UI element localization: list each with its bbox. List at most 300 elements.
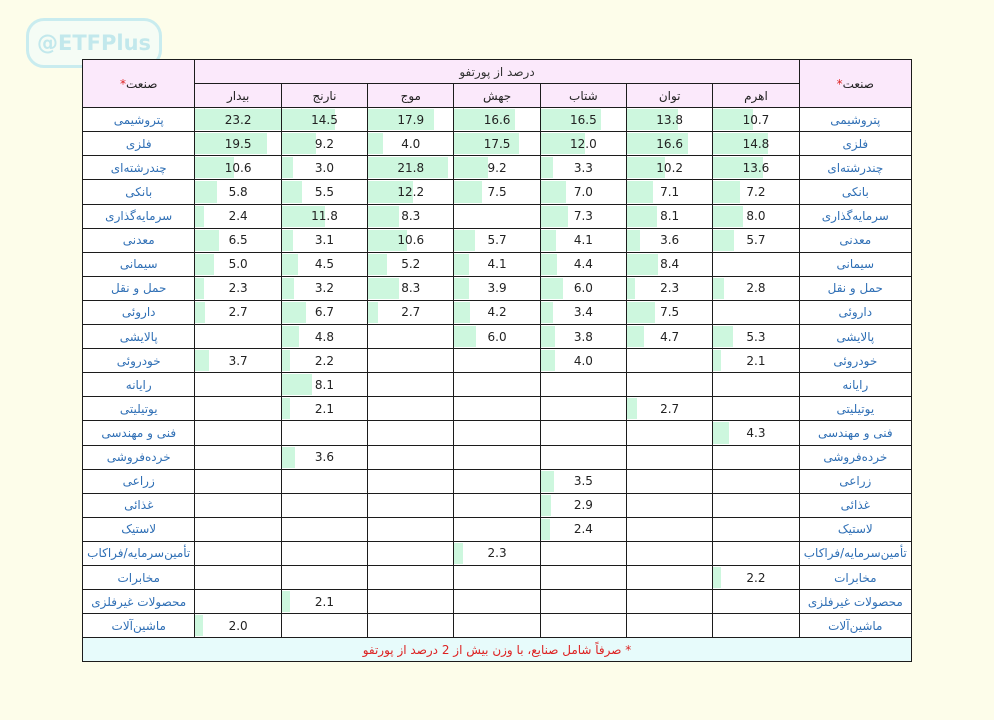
value-cell — [540, 421, 626, 445]
value-cell — [281, 228, 367, 252]
value-bar — [713, 206, 742, 227]
value-text: 4.5 — [314, 257, 335, 272]
value-text: 2.0 — [228, 618, 248, 633]
value-cell — [713, 565, 799, 589]
value-bar — [368, 302, 378, 323]
value-cell — [368, 252, 454, 276]
fund-header: نارنج — [281, 84, 367, 108]
header-row-top — [83, 60, 912, 84]
industry-name-left: مخابرات — [83, 565, 195, 589]
value-cell — [195, 517, 281, 541]
value-text: 5.5 — [314, 185, 335, 200]
value-cell — [281, 349, 367, 373]
value-bar — [195, 181, 216, 202]
value-text: 10.2 — [656, 160, 684, 175]
value-text: 19.5 — [224, 136, 252, 151]
value-text: 2.4 — [228, 209, 248, 224]
value-text: 12.0 — [570, 136, 597, 151]
value-text: 9.2 — [314, 136, 335, 151]
portfolio-industry-table — [82, 59, 912, 662]
industry-name-right: غذائی — [799, 493, 911, 517]
value-text: 3.2 — [314, 281, 335, 296]
value-cell — [713, 108, 799, 132]
value-text: 7.5 — [487, 185, 507, 200]
value-text: 6.0 — [573, 281, 593, 296]
value-bar — [627, 206, 657, 227]
value-text: 2.1 — [746, 353, 766, 368]
value-cell — [540, 469, 626, 493]
industry-header-left: صنعت* — [83, 60, 195, 108]
value-text: 3.5 — [573, 474, 593, 489]
footnote-row — [83, 638, 912, 662]
industry-name-left: معدنی — [83, 228, 195, 252]
value-cell — [368, 180, 454, 204]
value-cell — [281, 541, 367, 565]
value-bar — [541, 495, 552, 516]
value-cell — [281, 156, 367, 180]
value-text: 5.3 — [746, 329, 766, 344]
table-row — [83, 541, 912, 565]
industry-name-left: رایانه — [83, 373, 195, 397]
fund-header: شتاب — [540, 84, 626, 108]
value-cell — [627, 228, 713, 252]
value-bar — [368, 206, 399, 227]
value-cell — [713, 469, 799, 493]
industry-name-right: پالایشی — [799, 325, 911, 349]
industry-name-left: فلزی — [83, 132, 195, 156]
value-cell — [627, 469, 713, 493]
value-cell — [454, 252, 540, 276]
value-bar — [195, 254, 213, 275]
value-cell — [540, 590, 626, 614]
value-cell — [195, 614, 281, 638]
table-row — [83, 565, 912, 589]
value-bar — [282, 591, 290, 612]
value-cell — [368, 565, 454, 589]
industry-name-right: لاستیک — [799, 517, 911, 541]
value-cell — [281, 204, 367, 228]
value-cell — [195, 252, 281, 276]
watermark-logo: @ETFPlus — [26, 18, 162, 68]
industry-name-right: سیمانی — [799, 252, 911, 276]
value-cell — [195, 541, 281, 565]
value-cell — [454, 493, 540, 517]
table-row — [83, 228, 912, 252]
value-text: 4.0 — [401, 136, 421, 151]
value-bar — [627, 278, 635, 299]
table-row — [83, 614, 912, 638]
value-text: 4.1 — [573, 233, 593, 248]
value-cell — [195, 156, 281, 180]
value-text: 10.6 — [397, 233, 425, 248]
industry-name-right: یوتیلیتی — [799, 397, 911, 421]
value-bar — [541, 350, 556, 371]
industry-name-left: بانکی — [83, 180, 195, 204]
industry-name-left: داروئی — [83, 300, 195, 324]
value-cell — [627, 373, 713, 397]
value-cell — [454, 397, 540, 421]
value-bar — [454, 326, 476, 347]
value-cell — [454, 469, 540, 493]
value-bar — [541, 326, 555, 347]
value-cell — [281, 373, 367, 397]
value-bar — [627, 302, 655, 323]
value-cell — [454, 276, 540, 300]
value-cell — [627, 421, 713, 445]
value-cell — [540, 493, 626, 517]
value-text: 2.7 — [228, 305, 248, 320]
value-text: 9.2 — [487, 160, 507, 175]
value-cell — [281, 469, 367, 493]
value-text: 3.7 — [228, 353, 248, 368]
value-text: 3.4 — [573, 305, 593, 320]
value-cell — [627, 276, 713, 300]
value-bar — [541, 519, 550, 540]
value-cell — [281, 590, 367, 614]
value-bar — [454, 181, 482, 202]
value-cell — [713, 349, 799, 373]
value-bar — [282, 278, 294, 299]
value-cell — [454, 445, 540, 469]
value-bar — [627, 230, 640, 251]
value-cell — [627, 108, 713, 132]
value-cell — [713, 541, 799, 565]
value-cell — [281, 132, 367, 156]
value-text: 5.7 — [746, 233, 766, 248]
table-row — [83, 204, 912, 228]
value-bar — [627, 398, 637, 419]
value-text: 4.0 — [573, 353, 593, 368]
value-text: 3.6 — [314, 450, 335, 465]
value-cell — [195, 276, 281, 300]
value-bar — [713, 567, 721, 588]
value-cell — [713, 614, 799, 638]
value-cell — [368, 590, 454, 614]
value-cell — [368, 156, 454, 180]
industry-name-right: ماشین‌آلات — [799, 614, 911, 638]
value-text: 7.5 — [660, 305, 680, 320]
table-row — [83, 325, 912, 349]
industry-name-left: خودروئی — [83, 349, 195, 373]
value-cell — [713, 445, 799, 469]
value-text: 5.0 — [228, 257, 248, 272]
value-cell — [713, 156, 799, 180]
value-bar — [282, 447, 295, 468]
value-text: 8.3 — [401, 281, 421, 296]
value-text: 5.8 — [228, 185, 248, 200]
value-text: 5.7 — [487, 233, 507, 248]
industry-name-right: چندرشته‌ای — [799, 156, 911, 180]
value-cell — [281, 325, 367, 349]
value-cell — [368, 204, 454, 228]
value-cell — [713, 180, 799, 204]
value-cell — [281, 276, 367, 300]
value-text: 3.0 — [314, 160, 335, 175]
value-text: 4.4 — [573, 257, 593, 272]
industry-name-left: حمل و نقل — [83, 276, 195, 300]
value-cell — [454, 517, 540, 541]
value-bar — [541, 471, 554, 492]
value-cell — [195, 469, 281, 493]
table-row — [83, 108, 912, 132]
value-cell — [713, 300, 799, 324]
value-cell — [627, 349, 713, 373]
industry-name-right: حمل و نقل — [799, 276, 911, 300]
value-text: 2.3 — [487, 546, 507, 561]
value-cell — [368, 397, 454, 421]
value-cell — [713, 204, 799, 228]
value-bar — [454, 230, 475, 251]
value-cell — [454, 228, 540, 252]
industry-name-right: مخابرات — [799, 565, 911, 589]
value-cell — [627, 300, 713, 324]
industry-name-left: فنی و مهندسی — [83, 421, 195, 445]
value-cell — [713, 228, 799, 252]
value-text: 16.6 — [656, 136, 684, 151]
value-cell — [281, 108, 367, 132]
value-bar — [713, 422, 729, 443]
value-text: 14.5 — [311, 112, 338, 127]
value-text: 7.2 — [746, 185, 766, 200]
footnote: * صرفاً شامل صنایع، با وزن بیش از 2 درصد از پورتفو — [83, 638, 912, 662]
value-text: 8.1 — [314, 377, 335, 392]
table-row — [83, 469, 912, 493]
fund-header: اهرم — [713, 84, 799, 108]
value-cell — [540, 204, 626, 228]
value-cell — [195, 132, 281, 156]
value-cell — [540, 300, 626, 324]
value-cell — [540, 349, 626, 373]
table-row — [83, 373, 912, 397]
value-text: 7.0 — [573, 185, 593, 200]
value-cell — [713, 397, 799, 421]
industry-name-right: فلزی — [799, 132, 911, 156]
industry-name-left: زراعی — [83, 469, 195, 493]
industry-name-left: پالایشی — [83, 325, 195, 349]
industry-name-left: خرده‌فروشی — [83, 445, 195, 469]
value-cell — [368, 276, 454, 300]
value-text: 10.7 — [742, 112, 770, 127]
table-row — [83, 132, 912, 156]
value-cell — [540, 614, 626, 638]
value-cell — [454, 300, 540, 324]
value-bar — [627, 181, 653, 202]
table-row — [83, 421, 912, 445]
value-cell — [454, 541, 540, 565]
table-row — [83, 156, 912, 180]
industry-name-left: یوتیلیتی — [83, 397, 195, 421]
value-bar — [454, 543, 462, 564]
value-cell — [195, 108, 281, 132]
value-bar — [713, 350, 721, 371]
value-cell — [540, 517, 626, 541]
value-cell — [627, 156, 713, 180]
value-bar — [541, 157, 553, 178]
value-cell — [627, 445, 713, 469]
industry-name-right: معدنی — [799, 228, 911, 252]
value-text: 4.1 — [487, 257, 507, 272]
value-cell — [540, 373, 626, 397]
value-cell — [713, 517, 799, 541]
value-cell — [281, 517, 367, 541]
table-row — [83, 445, 912, 469]
value-text: 6.0 — [487, 329, 507, 344]
value-cell — [454, 156, 540, 180]
table-row — [83, 493, 912, 517]
value-cell — [454, 590, 540, 614]
value-bar — [541, 181, 567, 202]
value-cell — [195, 565, 281, 589]
value-text: 2.8 — [746, 281, 766, 296]
fund-header: توان — [627, 84, 713, 108]
value-cell — [713, 132, 799, 156]
value-cell — [627, 252, 713, 276]
value-cell — [713, 421, 799, 445]
value-cell — [540, 228, 626, 252]
value-cell — [281, 445, 367, 469]
value-bar — [282, 326, 300, 347]
industry-name-left: غذائی — [83, 493, 195, 517]
table-row — [83, 180, 912, 204]
value-text: 4.7 — [660, 329, 680, 344]
value-text: 3.8 — [573, 329, 593, 344]
value-text: 12.2 — [397, 185, 425, 200]
value-cell — [368, 325, 454, 349]
value-cell — [195, 180, 281, 204]
value-cell — [454, 132, 540, 156]
value-cell — [195, 493, 281, 517]
value-text: 8.4 — [660, 257, 680, 272]
industry-name-right: خرده‌فروشی — [799, 445, 911, 469]
value-text: 7.3 — [573, 209, 593, 224]
value-text: 4.2 — [487, 305, 507, 320]
value-text: 2.2 — [314, 353, 335, 368]
value-cell — [540, 565, 626, 589]
industry-name-right: داروئی — [799, 300, 911, 324]
industry-name-left: ماشین‌آلات — [83, 614, 195, 638]
value-bar — [454, 302, 469, 323]
value-text: 10.6 — [224, 160, 252, 175]
value-cell — [627, 517, 713, 541]
value-text: 4.3 — [746, 425, 766, 440]
value-bar — [282, 157, 293, 178]
value-cell — [540, 541, 626, 565]
value-bar — [368, 133, 383, 154]
value-cell — [713, 493, 799, 517]
value-cell — [195, 204, 281, 228]
value-cell — [368, 421, 454, 445]
value-cell — [454, 614, 540, 638]
value-bar — [195, 206, 204, 227]
value-text: 6.5 — [228, 233, 248, 248]
value-cell — [368, 300, 454, 324]
value-cell — [454, 349, 540, 373]
value-cell — [195, 300, 281, 324]
industry-name-right: رایانه — [799, 373, 911, 397]
value-text: 2.7 — [401, 305, 421, 320]
value-text: 8.3 — [401, 209, 421, 224]
value-cell — [368, 108, 454, 132]
industry-name-right: پتروشیمی — [799, 108, 911, 132]
value-text: 2.2 — [746, 570, 766, 585]
value-cell — [540, 445, 626, 469]
value-cell — [540, 276, 626, 300]
value-text: 2.3 — [660, 281, 680, 296]
value-cell — [195, 397, 281, 421]
value-bar — [541, 206, 568, 227]
value-bar — [282, 254, 299, 275]
value-cell — [195, 445, 281, 469]
value-cell — [627, 325, 713, 349]
value-bar — [713, 181, 739, 202]
value-cell — [627, 132, 713, 156]
value-cell — [195, 349, 281, 373]
value-cell — [368, 493, 454, 517]
value-text: 17.9 — [397, 112, 425, 127]
value-cell — [627, 180, 713, 204]
value-text: 6.7 — [314, 305, 335, 320]
value-bar — [454, 254, 469, 275]
table-row — [83, 300, 912, 324]
value-cell — [454, 204, 540, 228]
value-bar — [627, 326, 644, 347]
value-cell — [627, 204, 713, 228]
value-cell — [540, 252, 626, 276]
table-body — [83, 108, 912, 638]
portfolio-percent-header: درصد از پورتفو — [195, 60, 799, 84]
value-cell — [627, 565, 713, 589]
value-cell — [195, 228, 281, 252]
table-row — [83, 349, 912, 373]
value-text: 3.9 — [487, 281, 507, 296]
value-cell — [454, 421, 540, 445]
value-cell — [540, 180, 626, 204]
value-cell — [454, 108, 540, 132]
table-row — [83, 517, 912, 541]
value-bar — [195, 230, 219, 251]
industry-name-left: پتروشیمی — [83, 108, 195, 132]
value-cell — [368, 132, 454, 156]
industry-name-left: سرمایه‌گذاری — [83, 204, 195, 228]
value-cell — [281, 180, 367, 204]
value-cell — [540, 156, 626, 180]
value-text: 11.8 — [311, 209, 338, 224]
value-text: 2.3 — [228, 281, 248, 296]
value-text: 2.9 — [573, 498, 593, 513]
value-text: 13.6 — [742, 160, 770, 175]
value-cell — [454, 565, 540, 589]
value-text: 2.7 — [660, 401, 680, 416]
value-cell — [627, 397, 713, 421]
value-cell — [540, 397, 626, 421]
value-cell — [627, 614, 713, 638]
value-cell — [627, 541, 713, 565]
value-cell — [368, 445, 454, 469]
value-bar — [541, 278, 563, 299]
table-row — [83, 590, 912, 614]
value-bar — [282, 398, 290, 419]
value-cell — [454, 180, 540, 204]
industry-header-right: صنعت* — [799, 60, 911, 108]
value-bar — [713, 230, 734, 251]
value-bar — [454, 278, 468, 299]
value-bar — [195, 278, 203, 299]
value-bar — [713, 278, 723, 299]
value-bar — [282, 374, 312, 395]
value-text: 8.1 — [660, 209, 680, 224]
industry-name-left: لاستیک — [83, 517, 195, 541]
value-text: 13.8 — [656, 112, 684, 127]
